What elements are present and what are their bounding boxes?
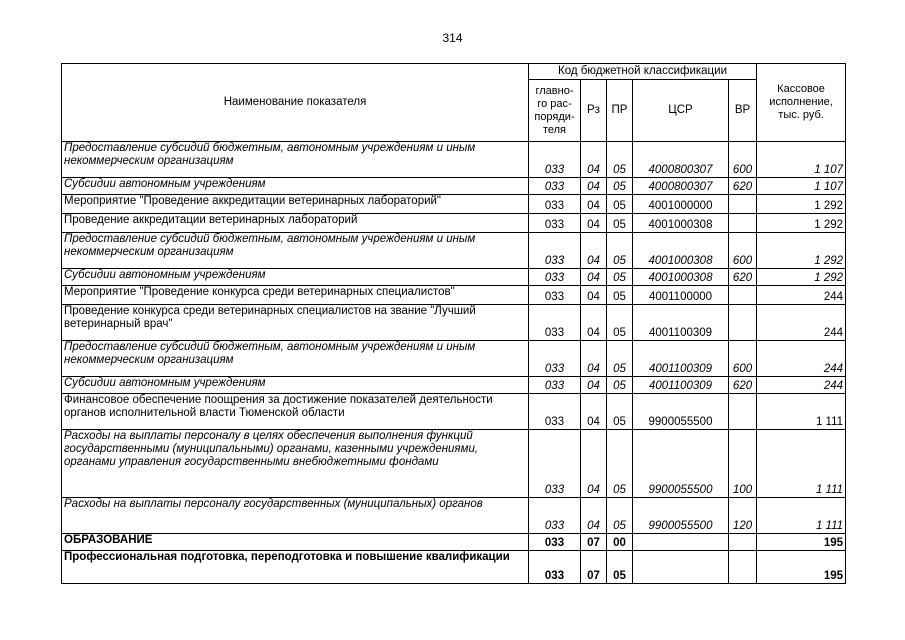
row-rz: 04 — [581, 286, 607, 305]
row-csr: 4000800307 — [633, 178, 729, 195]
row-rz: 04 — [581, 233, 607, 269]
row-pr: 05 — [607, 377, 633, 394]
row-amount: 1 111 — [757, 498, 846, 534]
row-csr: 4001100309 — [633, 377, 729, 394]
row-glavny: 033 — [529, 430, 581, 498]
header-vr: ВР — [729, 80, 757, 142]
row-amount: 1 111 — [757, 394, 846, 430]
header-glavny: главно-го рас-поряди-теля — [529, 80, 581, 142]
row-name: Предоставление субсидий бюджетным, автономным учреждениям и иным некоммерческим организациям — [62, 233, 529, 269]
row-pr: 05 — [607, 286, 633, 305]
row-vr — [729, 286, 757, 305]
table-row — [62, 377, 846, 394]
row-amount: 1 292 — [757, 214, 846, 233]
row-glavny: 033 — [529, 178, 581, 195]
row-amount: 1 107 — [757, 142, 846, 178]
row-pr: 05 — [607, 142, 633, 178]
row-pr: 00 — [607, 534, 633, 551]
row-name: Проведение аккредитации ветеринарных лабораторий — [62, 214, 529, 233]
row-amount: 1 292 — [757, 233, 846, 269]
row-vr: 600 — [729, 233, 757, 269]
row-vr: 600 — [729, 341, 757, 377]
row-amount: 1 111 — [757, 430, 846, 498]
row-csr: 9900055500 — [633, 498, 729, 534]
row-name: Предоставление субсидий бюджетным, автономным учреждениям и иным некоммерческим организациям — [62, 142, 529, 178]
row-amount: 244 — [757, 305, 846, 341]
row-amount: 1 107 — [757, 178, 846, 195]
row-amount: 1 292 — [757, 269, 846, 286]
row-rz: 04 — [581, 341, 607, 377]
row-amount: 244 — [757, 286, 846, 305]
row-glavny: 033 — [529, 286, 581, 305]
row-csr: 4001000308 — [633, 233, 729, 269]
table-row — [62, 142, 846, 178]
row-amount: 195 — [757, 551, 846, 584]
table-row — [62, 394, 846, 430]
row-glavny: 033 — [529, 498, 581, 534]
row-pr: 05 — [607, 305, 633, 341]
row-vr — [729, 534, 757, 551]
row-glavny: 033 — [529, 394, 581, 430]
header-pr: ПР — [607, 80, 633, 142]
row-name: Профессиональная подготовка, переподготовка и повышение квалификации — [62, 551, 529, 584]
row-pr: 05 — [607, 394, 633, 430]
row-name: Расходы на выплаты персоналу государственных (муниципальных) органов — [62, 498, 529, 534]
row-rz: 07 — [581, 551, 607, 584]
row-csr: 4001000000 — [633, 195, 729, 214]
row-pr: 05 — [607, 498, 633, 534]
header-amount: Кассовое исполнение, тыс. руб. — [757, 64, 846, 142]
row-glavny: 033 — [529, 377, 581, 394]
table-row — [62, 551, 846, 584]
row-vr: 620 — [729, 178, 757, 195]
row-name: ОБРАЗОВАНИЕ — [62, 534, 529, 551]
row-rz: 07 — [581, 534, 607, 551]
row-csr: 4001000308 — [633, 269, 729, 286]
header-rz: Рз — [581, 80, 607, 142]
row-rz: 04 — [581, 305, 607, 341]
row-pr: 05 — [607, 214, 633, 233]
row-name: Расходы на выплаты персоналу в целях обеспечения выполнения функций государственными (муниципальными) органами, казенными учреждениями, органами управления государственными внебюджетными фондами — [62, 430, 529, 498]
row-rz: 04 — [581, 430, 607, 498]
row-glavny: 033 — [529, 214, 581, 233]
row-csr: 4001100000 — [633, 286, 729, 305]
row-vr: 100 — [729, 430, 757, 498]
row-vr: 620 — [729, 377, 757, 394]
row-amount: 244 — [757, 377, 846, 394]
row-name: Субсидии автономным учреждениям — [62, 269, 529, 286]
table-row — [62, 269, 846, 286]
table-row — [62, 534, 846, 551]
row-csr: 4000800307 — [633, 142, 729, 178]
table-row — [62, 195, 846, 214]
row-pr: 05 — [607, 233, 633, 269]
row-rz: 04 — [581, 269, 607, 286]
header-name: Наименование показателя — [62, 64, 529, 142]
row-vr: 600 — [729, 142, 757, 178]
row-rz: 04 — [581, 394, 607, 430]
row-vr — [729, 305, 757, 341]
row-name: Предоставление субсидий бюджетным, автономным учреждениям и иным некоммерческим организациям — [62, 341, 529, 377]
row-rz: 04 — [581, 377, 607, 394]
table-row — [62, 430, 846, 498]
row-rz: 04 — [581, 142, 607, 178]
row-vr — [729, 551, 757, 584]
row-amount: 1 292 — [757, 195, 846, 214]
row-amount: 195 — [757, 534, 846, 551]
row-pr: 05 — [607, 269, 633, 286]
row-glavny: 033 — [529, 551, 581, 584]
row-pr: 05 — [607, 341, 633, 377]
row-glavny: 033 — [529, 233, 581, 269]
row-name: Мероприятие "Проведение аккредитации ветеринарных лабораторий" — [62, 195, 529, 214]
row-name: Мероприятие "Проведение конкурса среди ветеринарных специалистов" — [62, 286, 529, 305]
budget-table — [61, 63, 846, 584]
table-row — [62, 233, 846, 269]
row-csr — [633, 534, 729, 551]
row-vr — [729, 214, 757, 233]
row-glavny: 033 — [529, 269, 581, 286]
row-rz: 04 — [581, 498, 607, 534]
row-name: Субсидии автономным учреждениям — [62, 377, 529, 394]
row-vr — [729, 394, 757, 430]
row-vr — [729, 195, 757, 214]
row-csr: 9900055500 — [633, 394, 729, 430]
row-vr: 620 — [729, 269, 757, 286]
row-name: Субсидии автономным учреждениям — [62, 178, 529, 195]
row-glavny: 033 — [529, 534, 581, 551]
row-rz: 04 — [581, 195, 607, 214]
row-pr: 05 — [607, 551, 633, 584]
table-row — [62, 214, 846, 233]
row-name: Проведение конкурса среди ветеринарных специалистов на звание "Лучший ветеринарный врач" — [62, 305, 529, 341]
row-vr: 120 — [729, 498, 757, 534]
row-glavny: 033 — [529, 341, 581, 377]
row-csr — [633, 551, 729, 584]
row-csr: 4001100309 — [633, 341, 729, 377]
row-csr: 9900055500 — [633, 430, 729, 498]
row-pr: 05 — [607, 430, 633, 498]
header-classification: Код бюджетной классификации — [529, 64, 757, 80]
table-row — [62, 341, 846, 377]
page-number: 314 — [442, 31, 463, 45]
table-row — [62, 305, 846, 341]
table-row — [62, 178, 846, 195]
row-rz: 04 — [581, 178, 607, 195]
row-glavny: 033 — [529, 142, 581, 178]
row-glavny: 033 — [529, 195, 581, 214]
row-name: Финансовое обеспечение поощрения за достижение показателей деятельности органов исполнительной власти Тюменской области — [62, 394, 529, 430]
row-csr: 4001100309 — [633, 305, 729, 341]
row-amount: 244 — [757, 341, 846, 377]
row-pr: 05 — [607, 178, 633, 195]
row-glavny: 033 — [529, 305, 581, 341]
header-csr: ЦСР — [633, 80, 729, 142]
row-csr: 4001000308 — [633, 214, 729, 233]
row-pr: 05 — [607, 195, 633, 214]
table-row — [62, 498, 846, 534]
table-row — [62, 286, 846, 305]
row-rz: 04 — [581, 214, 607, 233]
